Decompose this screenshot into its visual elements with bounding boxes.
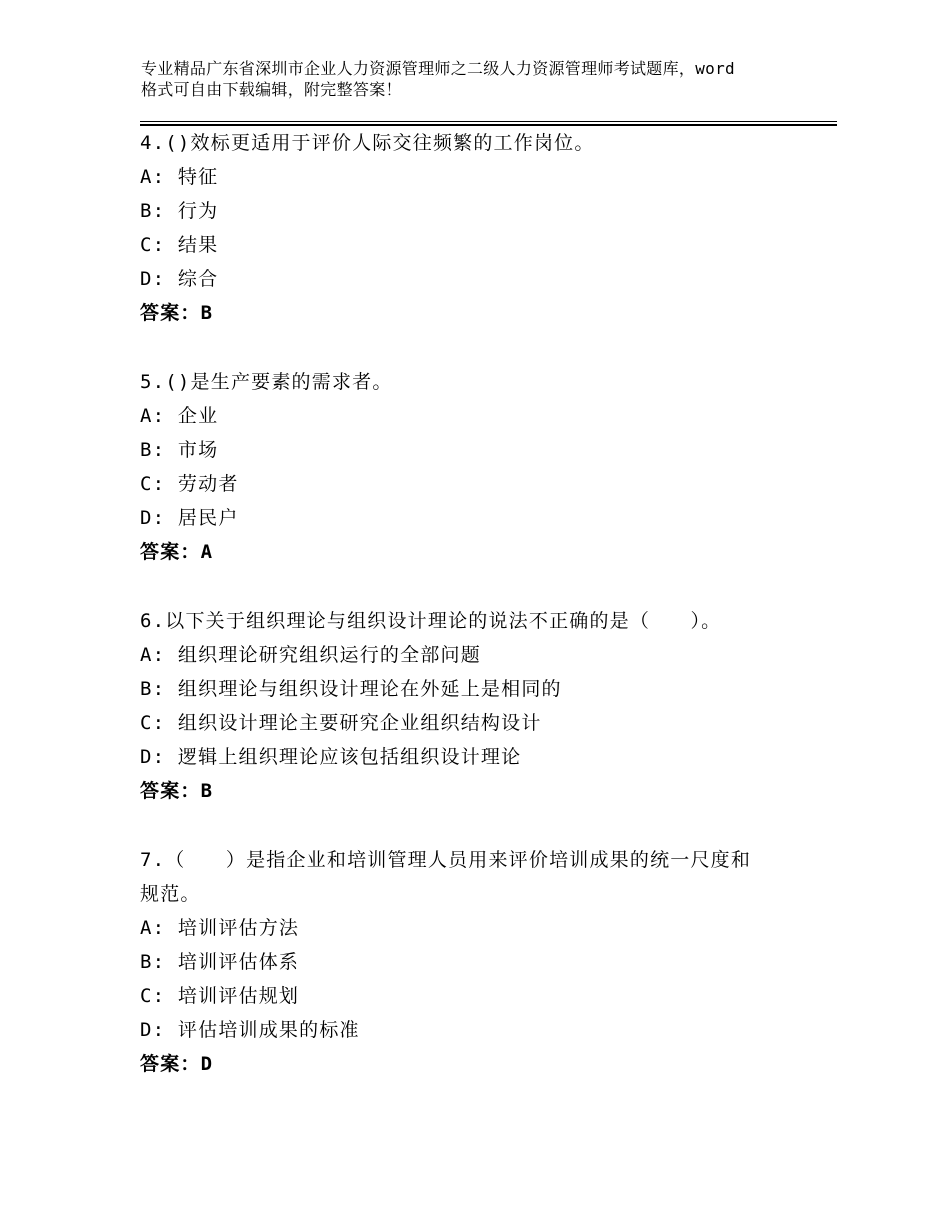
- question-5: [140, 365, 830, 569]
- question-text-line-2: 规范。: [140, 883, 201, 905]
- option-d: D: 逻辑上组织理论应该包括组织设计理论: [140, 746, 522, 768]
- question-text-line-1: 7.（ ）是指企业和培训管理人员用来评价培训成果的统一尺度和: [140, 849, 752, 871]
- option-d: D: 居民户: [140, 507, 239, 529]
- option-c: C: 培训评估规划: [140, 985, 300, 1007]
- option-a: A: 企业: [140, 405, 219, 427]
- option-b: B: 培训评估体系: [140, 951, 300, 973]
- option-c: C: 组织设计理论主要研究企业组织结构设计: [140, 712, 542, 734]
- option-d: D: 评估培训成果的标准: [140, 1019, 360, 1041]
- answer: 答案：B: [140, 302, 214, 324]
- question-4: [140, 126, 830, 330]
- option-b: B: 市场: [140, 439, 219, 461]
- answer: 答案：D: [140, 1053, 214, 1075]
- option-b: B: 组织理论与组织设计理论在外延上是相同的: [140, 678, 562, 700]
- option-c: C: 结果: [140, 234, 219, 256]
- option-d: D: 综合: [140, 268, 219, 290]
- answer: 答案：B: [140, 780, 214, 802]
- answer: 答案：A: [140, 541, 214, 563]
- header-rule-thin: [140, 121, 837, 122]
- option-c: C: 劳动者: [140, 473, 239, 495]
- option-a: A: 培训评估方法: [140, 917, 300, 939]
- question-text: 5.()是生产要素的需求者。: [140, 371, 393, 393]
- header-line-2: 格式可自由下载编辑，附完整答案！: [141, 80, 402, 99]
- option-a: A: 特征: [140, 166, 219, 188]
- document-header: [141, 58, 831, 100]
- question-7: [140, 843, 830, 1081]
- header-line-1: 专业精品广东省深圳市企业人力资源管理师之二级人力资源管理师考试题库，word: [141, 59, 735, 78]
- question-text: 4.()效标更适用于评价人际交往频繁的工作岗位。: [140, 132, 595, 154]
- option-b: B: 行为: [140, 200, 219, 222]
- question-6: [140, 604, 830, 808]
- question-text: 6.以下关于组织理论与组织设计理论的说法不正确的是（ ）。: [140, 610, 722, 632]
- option-a: A: 组织理论研究组织运行的全部问题: [140, 644, 481, 666]
